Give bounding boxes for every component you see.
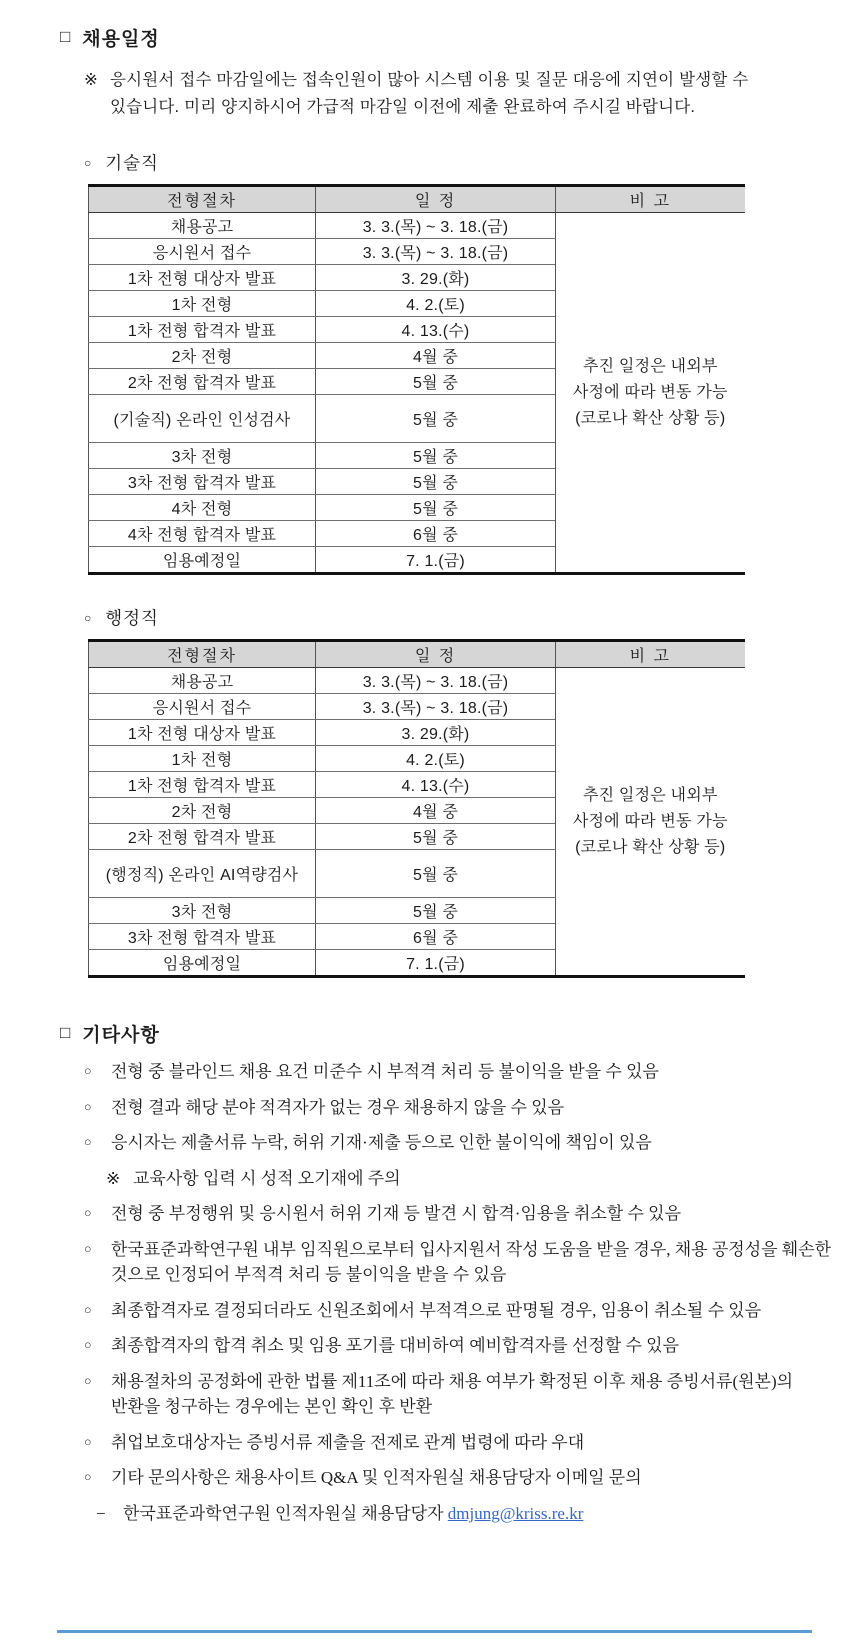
date-cell: 5월 중 <box>316 395 556 443</box>
remark-cell <box>556 213 745 574</box>
date-cell: 5월 중 <box>316 824 556 850</box>
list-item-text: 최종합격자의 합격 취소 및 임용 포기를 대비하여 예비합격자를 선정할 수 있음 <box>111 1336 680 1356</box>
step-cell: 응시원서 접수 <box>89 694 316 720</box>
list-item <box>84 1430 832 1456</box>
list-item <box>84 1298 832 1324</box>
table-label-text: 행정직 <box>105 608 159 629</box>
col-header-remark: 비 고 <box>556 186 745 213</box>
step-cell: 채용공고 <box>89 668 316 694</box>
list-item <box>84 1130 832 1156</box>
list-item-text: 전형 결과 해당 분야 적격자가 없는 경우 채용하지 않을 수 있음 <box>111 1097 565 1117</box>
list-item <box>84 1333 832 1359</box>
table-row <box>89 668 745 694</box>
step-cell: 3차 전형 합격자 발표 <box>89 469 316 495</box>
step-cell: 1차 전형 대상자 발표 <box>89 265 316 291</box>
section-title-text: 기타사항 <box>82 1025 160 1047</box>
circle-bullet-icon: ○ <box>84 155 93 170</box>
circle-bullet-icon: ○ <box>84 1373 92 1388</box>
date-cell: 3. 29.(화) <box>316 720 556 746</box>
reference-mark-icon: ※ <box>106 1168 121 1188</box>
date-cell: 5월 중 <box>316 469 556 495</box>
section-title-text: 채용일정 <box>82 29 160 50</box>
circle-bullet-icon: ○ <box>84 1470 92 1485</box>
remark-line: (코로나 확산 상황 등) <box>575 838 726 856</box>
date-cell: 6월 중 <box>316 924 556 950</box>
list-item <box>84 1369 832 1420</box>
list-item-text: 취업보호대상자는 증빙서류 제출을 전제로 관계 법령에 따라 우대 <box>111 1432 585 1452</box>
circle-bullet-icon: ○ <box>84 610 93 625</box>
footer-divider-line <box>57 1630 812 1633</box>
table-header-row <box>89 186 745 213</box>
table-row <box>89 213 745 239</box>
deadline-notice-text: 응시원서 접수 마감일에는 접속인원이 많아 시스템 이용 및 질문 대응에 지연이 발생할 수 있습니다. 미리 양지하시어 가급적 마감일 이전에 제출 완료하여 주시길 바랍니다. <box>110 71 749 116</box>
list-item-text: 교육사항 입력 시 성적 오기재에 주의 <box>133 1168 401 1188</box>
list-item-text: 응시자는 제출서류 누락, 허위 기재·제출 등으로 인한 불이익에 책임이 있음 <box>111 1133 652 1153</box>
step-cell: 1차 전형 <box>89 291 316 317</box>
circle-bullet-icon: ○ <box>84 1241 92 1256</box>
date-cell: 5월 중 <box>316 369 556 395</box>
technical-schedule-table <box>88 184 745 575</box>
table-header-row <box>89 641 745 668</box>
date-cell: 3. 3.(목) ~ 3. 18.(금) <box>316 694 556 720</box>
list-item <box>84 1237 832 1288</box>
list-item <box>84 1201 832 1227</box>
circle-bullet-icon: ○ <box>84 1302 92 1317</box>
remark-line: 추진 일정은 내외부 <box>582 787 718 805</box>
date-cell: 3. 29.(화) <box>316 265 556 291</box>
remark-line: 사정에 따라 변동 가능 <box>572 383 728 401</box>
label-technical-positions <box>84 150 812 175</box>
section-other-information <box>60 1020 832 1526</box>
date-cell: 7. 1.(금) <box>316 547 556 574</box>
step-cell: 3차 전형 <box>89 898 316 924</box>
list-item <box>106 1166 832 1192</box>
list-item-text: 기타 문의사항은 채용사이트 Q&A 및 인적자원실 채용담당자 이메일 문의 <box>111 1468 642 1488</box>
label-administrative-positions <box>84 605 812 630</box>
step-cell: 3차 전형 합격자 발표 <box>89 924 316 950</box>
square-bullet-icon: □ <box>60 26 72 46</box>
list-item-text: 한국표준과학연구원 내부 임직원으로부터 입사지원서 작성 도움을 받을 경우, 채용 공정성을 훼손한 것으로 인정되어 부적격 처리 등 불이익을 받을 수 있음 <box>111 1239 832 1285</box>
step-cell: 2차 전형 합격자 발표 <box>89 824 316 850</box>
col-header-date: 일 정 <box>316 186 556 213</box>
list-item-text: 채용절차의 공정화에 관한 법률 제11조에 따라 채용 여부가 확정된 이후 채용 증빙서류(원본)의 반환을 청구하는 경우에는 본인 확인 후 반환 <box>111 1371 794 1417</box>
dash-icon: − <box>96 1503 106 1523</box>
step-cell: 1차 전형 <box>89 746 316 772</box>
section-title-other-information <box>60 1020 812 1047</box>
step-cell: 2차 전형 <box>89 343 316 369</box>
list-item-text: 최종합격자로 결정되더라도 신원조회에서 부적격으로 판명될 경우, 임용이 취소될 수 있음 <box>111 1300 762 1320</box>
step-cell: 3차 전형 <box>89 443 316 469</box>
date-cell: 5월 중 <box>316 898 556 924</box>
remark-line: 추진 일정은 내외부 <box>582 358 718 376</box>
other-information-list <box>60 1059 832 1526</box>
remark-cell <box>556 668 745 977</box>
contact-email-link[interactable]: dmjung@kriss.re.kr <box>447 1503 584 1523</box>
date-cell: 4. 2.(토) <box>316 291 556 317</box>
step-cell: 임용예정일 <box>162 553 242 571</box>
circle-bullet-icon: ○ <box>84 1135 92 1150</box>
list-item-text: 전형 중 부정행위 및 응시원서 허위 기재 등 발견 시 합격·임용을 취소할 수 있음 <box>111 1204 681 1224</box>
circle-bullet-icon: ○ <box>84 1206 92 1221</box>
step-cell: 채용공고 <box>89 213 316 239</box>
circle-bullet-icon: ○ <box>84 1064 92 1079</box>
step-cell: 1차 전형 합격자 발표 <box>89 317 316 343</box>
circle-bullet-icon: ○ <box>84 1434 92 1449</box>
circle-bullet-icon: ○ <box>84 1338 92 1353</box>
col-header-remark: 비 고 <box>556 641 745 668</box>
step-cell: 4차 전형 합격자 발표 <box>89 521 316 547</box>
date-cell: 6월 중 <box>316 521 556 547</box>
step-cell: 4차 전형 <box>89 495 316 521</box>
date-cell: 4. 2.(토) <box>316 746 556 772</box>
date-cell: 5월 중 <box>316 443 556 469</box>
list-item <box>84 1465 832 1491</box>
list-item <box>96 1501 832 1527</box>
circle-bullet-icon: ○ <box>84 1099 92 1114</box>
step-cell: 1차 전형 합격자 발표 <box>89 772 316 798</box>
remark-line: (코로나 확산 상황 등) <box>575 409 726 427</box>
list-item-text: 한국표준과학연구원 인적자원실 채용담당자 dmjung@kriss.re.kr <box>123 1503 584 1523</box>
col-header-date: 일 정 <box>316 641 556 668</box>
administrative-schedule-table <box>88 639 745 978</box>
col-header-step: 전형절차 <box>89 641 316 668</box>
square-bullet-icon: □ <box>60 1022 72 1042</box>
date-cell: 5월 중 <box>316 495 556 521</box>
list-item <box>84 1059 832 1085</box>
list-item-text: 전형 중 블라인드 채용 요건 미준수 시 부적격 처리 등 불이익을 받을 수 있음 <box>111 1062 659 1082</box>
list-item <box>84 1095 832 1121</box>
step-cell: (기술직) 온라인 인성검사 <box>89 395 316 443</box>
step-cell: 1차 전형 대상자 발표 <box>89 720 316 746</box>
deadline-notice <box>84 67 796 120</box>
reference-mark-icon: ※ <box>84 71 99 89</box>
table-label-text: 기술직 <box>105 153 159 174</box>
date-cell: 4월 중 <box>316 343 556 369</box>
date-cell: 3. 3.(목) ~ 3. 18.(금) <box>316 668 556 694</box>
date-cell: 4. 13.(수) <box>316 772 556 798</box>
step-cell: 응시원서 접수 <box>89 239 316 265</box>
remark-line: 사정에 따라 변동 가능 <box>572 812 728 830</box>
step-cell: (행정직) 온라인 AI역량검사 <box>89 850 316 898</box>
date-cell: 5월 중 <box>316 850 556 898</box>
step-cell: 2차 전형 합격자 발표 <box>89 369 316 395</box>
step-cell: 임용예정일 <box>162 956 242 974</box>
date-cell: 3. 3.(목) ~ 3. 18.(금) <box>316 213 556 239</box>
date-cell: 4. 13.(수) <box>316 317 556 343</box>
section-title-recruitment-schedule <box>60 24 812 51</box>
step-cell: 2차 전형 <box>89 798 316 824</box>
date-cell: 3. 3.(목) ~ 3. 18.(금) <box>316 239 556 265</box>
col-header-step: 전형절차 <box>89 186 316 213</box>
date-cell: 4월 중 <box>316 798 556 824</box>
date-cell: 7. 1.(금) <box>316 950 556 977</box>
